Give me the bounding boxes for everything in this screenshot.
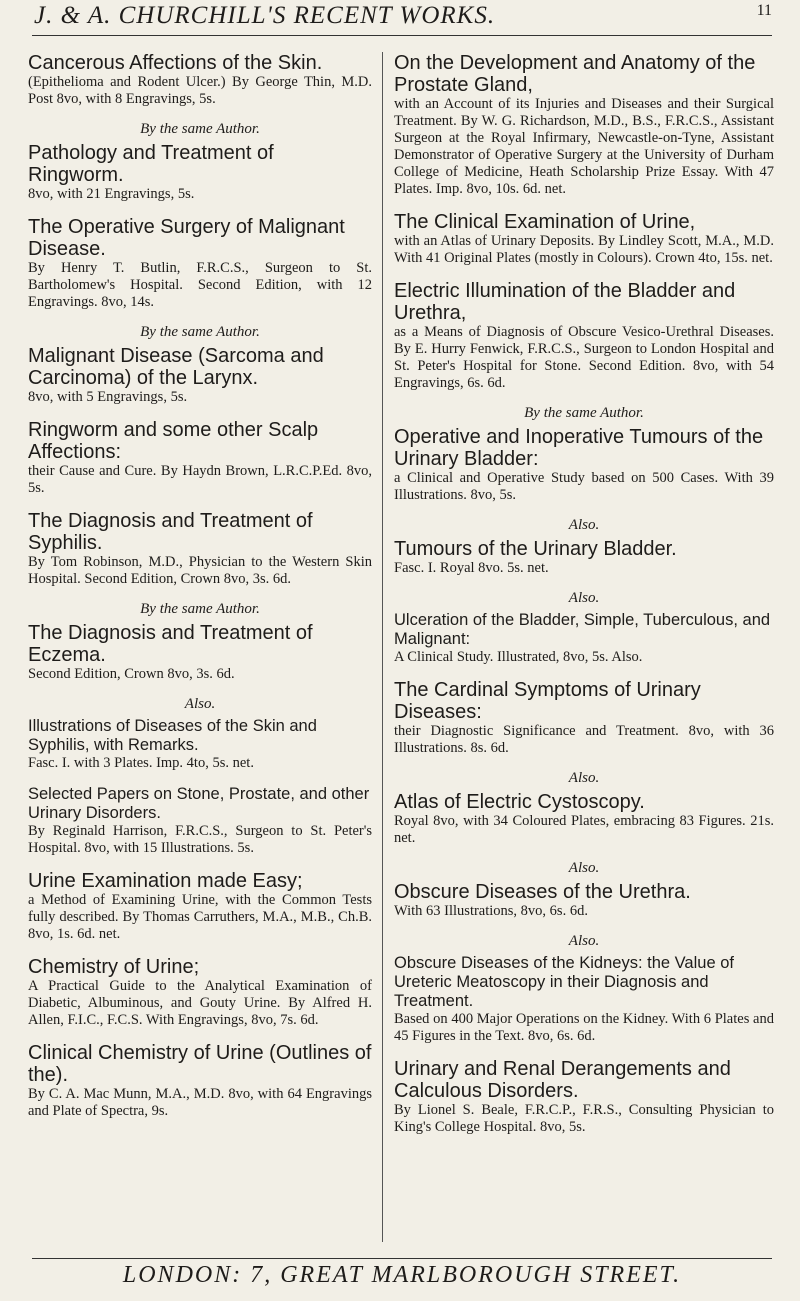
book-title: Cancerous Affections of the Skin. — [28, 52, 323, 74]
book-details: By C. A. Mac Munn, M.A., M.D. 8vo, with 64 Engravings and Plate of Spectra, 9s. — [28, 1086, 372, 1119]
book-entry — [394, 611, 774, 666]
running-title: J. & A. CHURCHILL'S RECENT WORKS. — [34, 2, 496, 29]
book-details: By Henry T. Butlin, F.R.C.S., Surgeon to St. Bartholomew's Hospital. Second Edition, with 12 Engravings. 8vo, 14s. — [28, 260, 372, 310]
author-note: Also. — [568, 590, 600, 606]
book-details: Fasc. I. with 3 Plates. Imp. 4to, 5s. net. — [28, 755, 254, 771]
book-title: Malignant Disease (Sarcoma and Carcinoma) of the Larynx. — [28, 345, 324, 389]
book-title: Obscure Diseases of the Urethra. — [394, 881, 691, 903]
book-entry — [394, 52, 774, 198]
book-entry — [28, 419, 372, 497]
book-entry — [394, 280, 774, 392]
left-column — [28, 52, 372, 1248]
book-entry — [28, 1042, 372, 1120]
book-details: (Epithelioma and Rodent Ulcer.) By George Thin, M.D. Post 8vo, with 8 Engravings, 5s. — [28, 74, 372, 107]
book-entry — [28, 785, 372, 857]
column-divider — [382, 52, 383, 1242]
book-title: Illustrations of Diseases of the Skin and Syphilis, with Remarks. — [28, 717, 317, 754]
book-entry — [28, 142, 372, 203]
author-note: By the same Author. — [140, 601, 260, 617]
book-entry — [28, 345, 372, 406]
book-entry — [28, 956, 372, 1029]
author-note: Also. — [568, 517, 600, 533]
book-details: By Lionel S. Beale, F.R.C.P., F.R.S., Consulting Physician to King's College Hospital. 8vo, 5s. — [394, 1102, 774, 1135]
book-title: Clinical Chemistry of Urine (Outlines of the). — [28, 1042, 372, 1086]
author-note: By the same Author. — [140, 121, 260, 137]
book-details: 8vo, with 5 Engravings, 5s. — [28, 389, 188, 405]
book-entry — [28, 216, 372, 311]
book-title: The Diagnosis and Treatment of Syphilis. — [28, 510, 313, 554]
book-details: Based on 400 Major Operations on the Kidney. With 6 Plates and 45 Figures in the Text. 8vo, 6s. 6d. — [394, 1011, 774, 1044]
book-title: Urine Examination made Easy; — [28, 870, 303, 892]
book-entry — [28, 622, 372, 683]
book-details: with an Atlas of Urinary Deposits. By Lindley Scott, M.A., M.D. With 41 Original Plates (mostly in Colours). Crown 4to, 15s. net. — [394, 233, 774, 266]
book-title: Chemistry of Urine; — [28, 956, 200, 978]
book-title: The Diagnosis and Treatment of Eczema. — [28, 622, 313, 666]
author-note: Also. — [568, 860, 600, 876]
book-entry — [394, 881, 774, 920]
book-entry — [28, 52, 372, 108]
header-rule — [32, 35, 772, 36]
book-entry — [394, 679, 774, 757]
imprint-address: LONDON: 7, GREAT MARLBOROUGH STREET. — [122, 1262, 682, 1288]
book-entry — [394, 954, 774, 1045]
book-details: Royal 8vo, with 34 Coloured Plates, embracing 83 Figures. 21s. net. — [394, 813, 774, 846]
page-header — [22, 2, 782, 36]
book-title: Ulceration of the Bladder, Simple, Tuberculous, and Malignant: — [394, 611, 771, 648]
book-entry — [28, 510, 372, 588]
book-entry — [394, 1058, 774, 1136]
book-title: Selected Papers on Stone, Prostate, and other Urinary Disorders. — [28, 785, 370, 822]
book-title: Urinary and Renal Derangements and Calculous Disorders. — [394, 1058, 731, 1102]
book-entry — [394, 791, 774, 847]
book-details: Second Edition, Crown 8vo, 3s. 6d. — [28, 666, 235, 682]
page-footer — [32, 1258, 772, 1292]
book-details: as a Means of Diagnosis of Obscure Vesico-Urethral Diseases. By E. Hurry Fenwick, F.R.C.S., Surgeon to London Hospital and St. Peter's Hospital for Stone. Second Edition. 8vo, with 54 Engravings, 6s. 6d. — [394, 324, 774, 391]
book-entry — [394, 538, 774, 577]
page-number: 11 — [756, 2, 772, 19]
book-title: The Clinical Examination of Urine, — [394, 211, 696, 233]
book-title: Tumours of the Urinary Bladder. — [394, 538, 677, 560]
book-title: Atlas of Electric Cystoscopy. — [394, 791, 645, 813]
author-note: By the same Author. — [524, 405, 644, 421]
book-entry — [28, 717, 372, 772]
author-note: By the same Author. — [140, 324, 260, 340]
book-details: 8vo, with 21 Engravings, 5s. — [28, 186, 195, 202]
book-details: A Practical Guide to the Analytical Examination of Diabetic, Albuminous, and Gouty Urine. By Alfred H. Allen, F.I.C., F.C.S. With Engravings, 8vo, 7s. 6d. — [28, 978, 372, 1028]
book-details: With 63 Illustrations, 8vo, 6s. 6d. — [394, 903, 588, 919]
book-title: Operative and Inoperative Tumours of the Urinary Bladder: — [394, 426, 764, 470]
book-title: Ringworm and some other Scalp Affections: — [28, 419, 319, 463]
book-title: The Operative Surgery of Malignant Disease. — [28, 216, 345, 260]
book-details: their Diagnostic Significance and Treatment. 8vo, with 36 Illustrations. 8s. 6d. — [394, 723, 774, 756]
author-note: Also. — [568, 770, 600, 786]
footer-rule — [32, 1258, 772, 1259]
book-entry — [28, 870, 372, 943]
book-entry — [394, 211, 774, 267]
author-note: Also. — [184, 696, 216, 712]
book-title: Obscure Diseases of the Kidneys: the Value of Ureteric Meatoscopy in their Diagnosis and Treatment. — [394, 954, 734, 1010]
book-details: their Cause and Cure. By Haydn Brown, L.R.C.P.Ed. 8vo, 5s. — [28, 463, 372, 496]
book-entry — [394, 426, 774, 504]
book-title: The Cardinal Symptoms of Urinary Diseases: — [394, 679, 701, 723]
book-title: Pathology and Treatment of Ringworm. — [28, 142, 274, 186]
book-details: with an Account of its Injuries and Diseases and their Surgical Treatment. By W. G. Richardson, M.D., B.S., F.R.C.S., Assistant Surgeon at the Royal Infirmary, Newcastle-on-Tyne, Assistant Demonstrator of Operative Surgery at the University of Durham College of Medicine, Heath Scholarship Prize Essay. With 47 Plates. Imp. 8vo, 10s. 6d. net. — [394, 96, 774, 197]
book-details: a Method of Examining Urine, with the Common Tests fully described. By Thomas Carruthers, M.A., M.B., Ch.B. 8vo, 1s. 6d. net. — [28, 892, 372, 942]
book-details: A Clinical Study. Illustrated, 8vo, 5s. Also. — [394, 649, 643, 665]
book-details: By Reginald Harrison, F.R.C.S., Surgeon to St. Peter's Hospital. 8vo, with 15 Illustrations. 5s. — [28, 823, 372, 856]
right-column — [394, 52, 774, 1248]
book-details: a Clinical and Operative Study based on 500 Cases. With 39 Illustrations. 8vo, 5s. — [394, 470, 774, 503]
book-title: On the Development and Anatomy of the Prostate Gland, — [394, 52, 756, 96]
book-details: By Tom Robinson, M.D., Physician to the Western Skin Hospital. Second Edition, Crown 8vo, 3s. 6d. — [28, 554, 372, 587]
author-note: Also. — [568, 933, 600, 949]
book-details: Fasc. I. Royal 8vo. 5s. net. — [394, 560, 549, 576]
book-title: Electric Illumination of the Bladder and Urethra, — [394, 280, 736, 324]
